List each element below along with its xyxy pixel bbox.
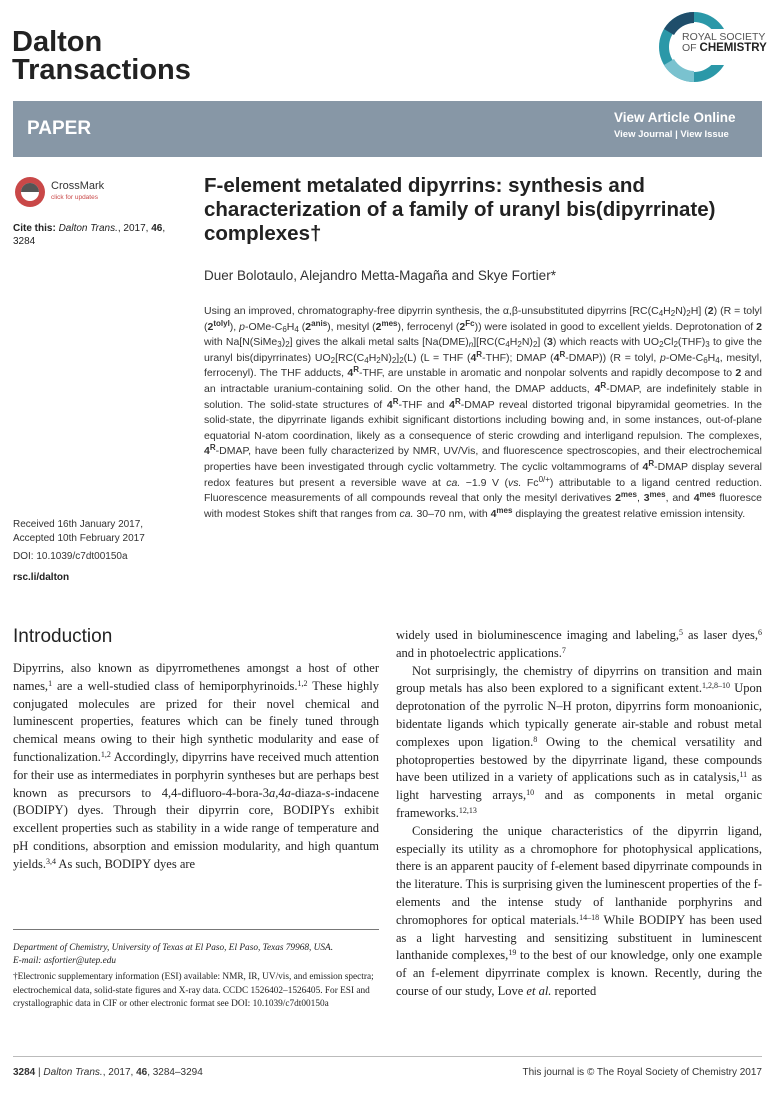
journal-title-line2: Transactions bbox=[12, 54, 191, 86]
journal-title bbox=[12, 28, 191, 84]
footer-divider bbox=[13, 1056, 762, 1057]
article-type-label: PAPER bbox=[27, 118, 92, 139]
view-issue-link[interactable]: View Issue bbox=[680, 129, 729, 140]
rsc-logo-text: ROYAL SOCIETY OF CHEMISTRY bbox=[682, 31, 767, 54]
journal-link[interactable]: rsc.li/dalton bbox=[13, 572, 70, 583]
author-list: Duer Bolotaulo, Alejandro Metta-Magaña and Skye Fortier* bbox=[204, 268, 556, 283]
view-article-online-link[interactable]: View Article Online bbox=[614, 110, 736, 125]
footnote-divider bbox=[13, 929, 379, 930]
abstract: Using an improved, chromatography-free dipyrrin synthesis, the α,β-unsubstituted dipyrrins $[RC(C_4H_2N)_2H]$ (2) (R = tolyl $(2^{tolyl})$, $p-OMe-C_6H_4$ $(2^{anis})$, mesityl $(2^{mes})$, ferrocenyl $(2^{Fc})$) were isolated in good to excellent yields. Deprotonation of 2 with $Na[N(SiMe_3)_2]$ gives the alkali metal salts $[Na(DME)_n][RC(C_4H_2N)_2]$ (3) which reacts with $UO_2Cl_2(THF)_3$ to give the uranyl bis(dipyrrinates) $UO_2[RC(C_4H_2N)_2]_2(L) (L$ = THF $(4^R-THF)$; DMAP $(4^R-DMAP)$) (R = tolyl, $p-OMe-C_6H_4$, mesityl, ferrocenyl). The THF adducts, $4^R$-THF, are unstable in aromatic and nonpolar solvents and rapidly decompose to 2 and an intractable uranium-containing solid. On the other hand, the DMAP adducts, $4^R$-DMAP, are indefinitely stable in solution. The solid-state structures of $4^R$-THF and $4^R$-DMAP reveal distorted trigonal bipyramidal geometries. In the solid-state, the dipyrrinate ligands exhibit significant distortions including bowing and, in some instances, out-of-plane equatorial N-atom coordination, likely as a consequence of steric crowding and interligand repulsion. The complexes, $4^R$-DMAP, have been fully characterized by NMR, UV/Vis, and fluorescence spectroscopies, and their electrochemical properties have been investigated through cyclic voltammetry. The cyclic voltammograms of $4^R$-DMAP display several redox features but present a reversible wave at ca. −1.9 V (vs. $Fc^{0/+}$) attributable to a ligand centred reduction. Fluorescence measurements of all compounds reveal that only the mesityl derivatives $2^{mes}$, $3^{mes}$, and $4^{mes}$ fluoresce with modest Stokes shift that ranges from ca. 30–70 nm, with $4^{mes}$ displaying the greatest relative emission intensity. bbox=[204, 305, 763, 520]
body-column-right: widely used in bioluminescence imaging and labeling,$^5$ as laser dyes,$^6$ and in photoelectric applications.$^7$ Not surprisingly, the chemistry of dipyrrins on transition and main group metals has also been explored to a significant extent.$^{1,2,8-10}$ Upon deprotonation of the pyrrolic N–H proton, dipyrrins form monoanionic, bidentate ligands which typically generate air-stable and robust metal complexes upon ligation.$^8$ Owing to the chemical versatility and photoproperties bestowed by the dipyrrinate ligand, these compounds have been utilized in a variety of applications such as in catalysis,$^{11}$ as light harvesting arrays,$^{10}$ and as components in metal organic frameworks.$^{12,13}$ Considering the unique characteristics of the dipyrrin ligand, especially its utility as a chromophore for photophysical applications, there is an apparent paucity of f-element based dipyrrinate compounds in the literature. This is surprising given the luminescent properties of the f-elements and the intense study of lanthanide porphyrins and chromophores for optical materials.$^{14-18}$ While BODIPY has been used as a light harvesting and sensitizing substituent in luminescent lanthanide complexes,$^{19}$ to the best of our knowledge, only one example of an f-element dipyrrinate complex is known. Recently, during the course of our study, Love et al. reported bbox=[396, 628, 763, 998]
footnotes: Department of Chemistry, University of Texas at El Paso, El Paso, Texas 79968, USA. E-mail: asfortier@utep.edu †Electronic supplementary information (ESI) available: NMR, IR, UV/vis, and emission spectra; electrochemical data, solid-state figures and X-ray data. CCDC 1526402–1526405. For ESI and crystallographic data in CIF or other electronic format see DOI: 10.1039/c7dt00150a bbox=[13, 943, 374, 1009]
banner-links: View Journal | View Issue bbox=[614, 129, 729, 140]
section-heading-introduction: Introduction bbox=[13, 626, 113, 647]
body-column-left: Dipyrrins, also known as dipyrromethenes amongst a host of other names,$^1$ are a well-studied class of hemiporphyrinoids.$^{1,2}$ These highly conjugated molecules are prized for their novel chemical and luminescent properties, features which can be finely tuned through chemical means owing to their high synthetic modularity and ease of functionalization.$^{1,2}$ Accordingly, dipyrrins have received much attention for their use as intermediates in porphyrin syntheses but are perhaps best known as precursors to 4,4-difluoro-4-bora-3a,4a-diaza-s-indacene (BODIPY) dyes. Through their dipyrrin core, BODIPYs exhibit excellent properties such as stability in a wide range of temperature and pH conditions, absorption and emission modularity, and high quantum yields.$^{3,4}$ As such, BODIPY dyes are bbox=[13, 661, 379, 871]
crossmark-button[interactable]: CrossMark click for updates bbox=[13, 176, 123, 208]
doi[interactable]: DOI: 10.1039/c7dt00150a bbox=[13, 551, 128, 562]
view-journal-link[interactable]: View Journal bbox=[614, 129, 673, 140]
cite-this: Cite this: Dalton Trans., 2017, 46, 3284 bbox=[13, 223, 166, 247]
article-title: F-element metalated dipyrrins: synthesis and characterization of a family of uranyl bis(dipyrrinate) complexes† bbox=[204, 174, 716, 245]
footer-copyright: This journal is © The Royal Society of Chemistry 2017 bbox=[522, 1067, 762, 1078]
received-dates: Received 16th January 2017, Accepted 10th February 2017 bbox=[13, 519, 145, 544]
footer-citation: 3284 | Dalton Trans., 2017, 46, 3284–3294 bbox=[13, 1067, 203, 1078]
journal-title-line1: Dalton bbox=[12, 26, 103, 58]
crossmark-icon bbox=[13, 176, 47, 208]
